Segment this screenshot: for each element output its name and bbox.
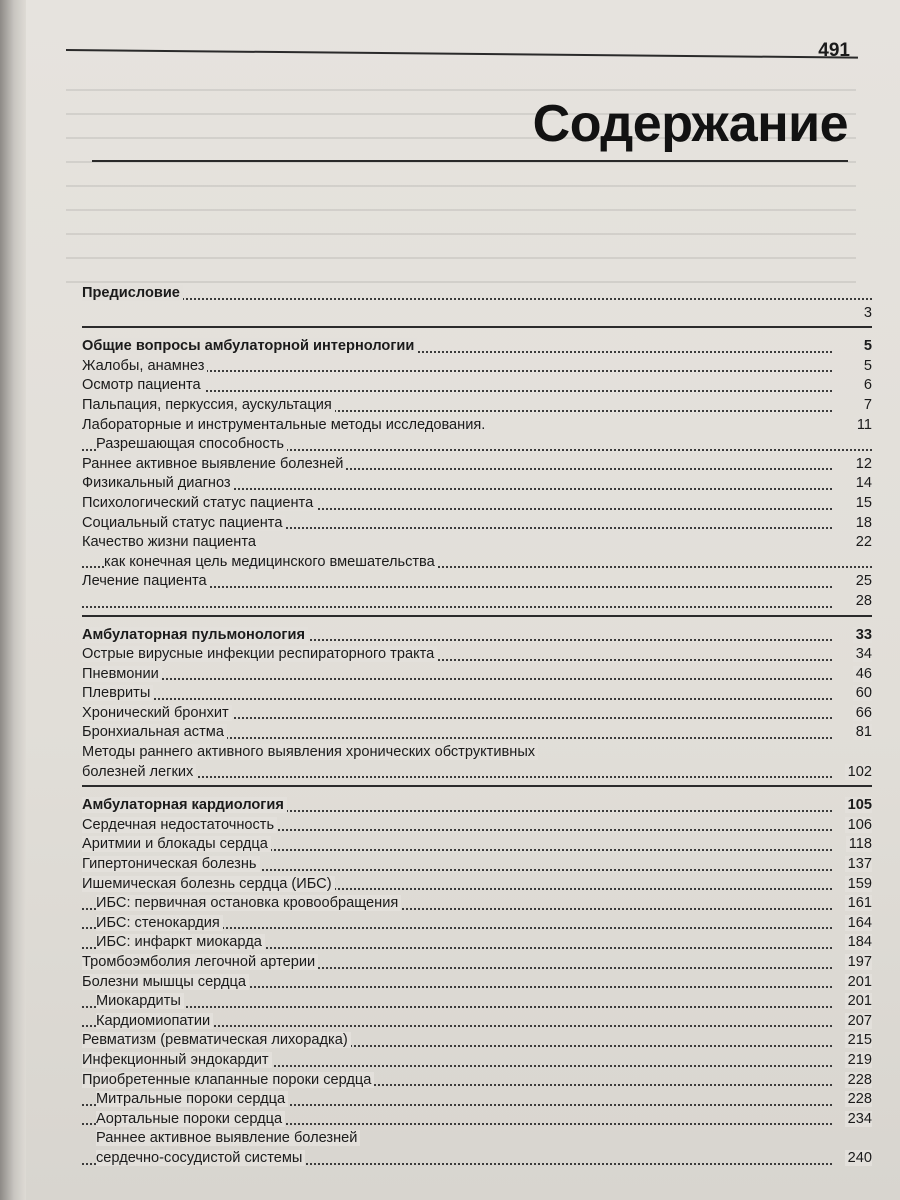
table-of-contents <box>82 284 872 1169</box>
toc-entry-page: 33 <box>853 626 872 646</box>
toc-entry-label: Ишемическая болезнь сердца (ИБС) <box>82 876 335 892</box>
toc-entry-page: 207 <box>845 1012 872 1032</box>
toc-entry <box>82 953 872 973</box>
toc-entry-label: Кардиомиопатии <box>82 1013 213 1029</box>
toc-entry-label: Социальный статус пациента <box>82 515 285 531</box>
toc-entry <box>82 1149 872 1169</box>
toc-entry-page: 28 <box>853 592 872 612</box>
toc-entry-label: Митральные пороки сердца <box>82 1091 288 1107</box>
toc-entry <box>82 494 872 514</box>
toc-entry-label: Предисловие <box>82 285 183 301</box>
section-divider <box>82 326 872 328</box>
toc-entry-page: 228 <box>845 1090 872 1110</box>
toc-entry <box>82 1071 872 1091</box>
toc-entry-label: Болезни мышцы сердца <box>82 974 249 990</box>
toc-entry <box>82 1090 872 1110</box>
toc-entry-label: Пневмонии <box>82 666 162 682</box>
section-divider <box>82 785 872 787</box>
toc-entry <box>82 992 872 1012</box>
toc-entry-page: 46 <box>853 665 872 685</box>
toc-entry-label: Ревматизм (ревматическая лихорадка) <box>82 1032 351 1048</box>
toc-entry <box>82 533 872 553</box>
toc-entry <box>82 855 872 875</box>
toc-entry-label: Амбулаторная кардиология <box>82 797 287 813</box>
toc-entry-page: 118 <box>846 835 872 855</box>
toc-entry-page: 105 <box>845 796 872 816</box>
toc-entry-label: болезней легких <box>82 764 196 780</box>
toc-entry <box>82 894 872 914</box>
toc-entry-page: 60 <box>853 684 872 704</box>
toc-entry-label: Лечение пациента <box>82 573 210 589</box>
toc-entry-page: 161 <box>845 894 872 914</box>
toc-entry-label: Бронхиальная астма <box>82 724 227 740</box>
toc-entry <box>82 357 872 377</box>
dot-leader <box>82 298 872 300</box>
toc-entry-label: Раннее активное выявление болезней <box>82 1130 360 1146</box>
toc-entry-label: Методы раннего активного выявления хронических обструктивных <box>82 744 538 760</box>
toc-entry <box>82 553 872 573</box>
toc-entry-page: 7 <box>861 396 872 416</box>
toc-section-heading <box>82 796 872 816</box>
toc-entry-page: 11 <box>854 416 872 436</box>
dot-leader <box>82 698 832 700</box>
toc-entry <box>82 875 872 895</box>
toc-section-heading <box>82 337 872 357</box>
toc-entry-page: 12 <box>853 455 872 475</box>
toc-entry-page: 219 <box>845 1051 872 1071</box>
toc-entry <box>82 572 872 592</box>
toc-entry <box>82 973 872 993</box>
toc-entry <box>82 933 872 953</box>
toc-entry-label: ИБС: стенокардия <box>82 915 223 931</box>
toc-entry-label: Острые вирусные инфекции респираторного тракта <box>82 646 437 662</box>
adjacent-page-edge <box>0 0 26 1200</box>
toc-entry-label: ИБС: инфаркт миокарда <box>82 934 265 950</box>
toc-entry-page: 201 <box>845 992 872 1012</box>
toc-entry <box>82 743 872 763</box>
toc-entry-label: Сердечная недостаточность <box>82 817 277 833</box>
toc-entry-page: 15 <box>853 494 872 514</box>
toc-entry-page: 197 <box>845 953 872 973</box>
toc-entry <box>82 645 872 665</box>
toc-entry-page: 22 <box>853 533 872 553</box>
toc-entry-page: 18 <box>853 514 872 534</box>
title-rule <box>92 160 848 162</box>
toc-entry-label: Аортальные пороки сердца <box>82 1111 285 1127</box>
toc-entry <box>82 763 872 783</box>
toc-entry-label: Хронический бронхит <box>82 705 232 721</box>
toc-entry <box>82 455 872 475</box>
toc-entry-page: 3 <box>861 304 872 324</box>
toc-entry <box>82 396 872 416</box>
dot-leader <box>82 1006 832 1008</box>
toc-entry-label: Инфекционный эндокардит <box>82 1052 272 1068</box>
toc-entry-label: сердечно-сосудистой системы <box>82 1150 305 1166</box>
toc-entry-label: Осмотр пациента <box>82 377 204 393</box>
toc-entry <box>82 914 872 934</box>
toc-entry <box>82 723 872 743</box>
toc-entry-page: 102 <box>845 763 872 783</box>
toc-section-heading <box>82 284 872 304</box>
toc-entry-page: 81 <box>853 723 872 743</box>
toc-entry-page: 164 <box>845 914 872 934</box>
toc-entry-page: 5 <box>861 337 872 357</box>
toc-entry-page: 14 <box>853 474 872 494</box>
toc-entry-label: Тромбоэмболия легочной артерии <box>82 954 318 970</box>
toc-entry-page: 34 <box>853 645 872 665</box>
toc-entry-page: 234 <box>845 1110 872 1130</box>
toc-entry-label: Общие вопросы амбулаторной интернологии <box>82 338 417 354</box>
toc-entry-label: Миокардиты <box>82 993 184 1009</box>
toc-entry <box>82 665 872 685</box>
toc-entry <box>82 1129 872 1149</box>
header-rule <box>66 49 858 59</box>
toc-entry-page: 6 <box>861 376 872 396</box>
toc-entry <box>82 304 872 324</box>
toc-entry-page: 184 <box>845 933 872 953</box>
toc-entry <box>82 435 872 455</box>
toc-entry <box>82 1031 872 1051</box>
toc-entry-page: 106 <box>845 816 872 836</box>
toc-entry-label: Разрешающая способность <box>82 436 287 452</box>
toc-entry <box>82 1051 872 1071</box>
toc-entry-label: Приобретенные клапанные пороки сердца <box>82 1072 374 1088</box>
toc-entry-label: Аритмии и блокады сердца <box>82 836 271 852</box>
toc-entry <box>82 684 872 704</box>
toc-entry-label: Жалобы, анамнез <box>82 358 207 374</box>
toc-entry-label: Физикальный диагноз <box>82 475 234 491</box>
dot-leader <box>82 678 832 680</box>
toc-entry-label: Психологический статус пациента <box>82 495 316 511</box>
toc-entry <box>82 835 872 855</box>
toc-entry-page: 66 <box>853 704 872 724</box>
toc-entry-label: Гипертоническая болезнь <box>82 856 260 872</box>
toc-entry <box>82 376 872 396</box>
toc-entry <box>82 1110 872 1130</box>
toc-entry <box>82 474 872 494</box>
toc-entry <box>82 1012 872 1032</box>
toc-entry-page: 5 <box>861 357 872 377</box>
toc-section-heading <box>82 626 872 646</box>
toc-entry-label: Плевриты <box>82 685 153 701</box>
toc-entry <box>82 592 872 612</box>
toc-entry-page: 215 <box>845 1031 872 1051</box>
toc-entry-page: 201 <box>845 973 872 993</box>
toc-entry-page: 240 <box>845 1149 872 1169</box>
section-divider <box>82 615 872 617</box>
page-number: 491 <box>818 40 850 61</box>
toc-entry <box>82 416 872 436</box>
toc-entry-page: 159 <box>845 875 872 895</box>
toc-entry-page: 137 <box>845 855 872 875</box>
toc-entry-label: Лабораторные и инструментальные методы исследования. <box>82 417 488 433</box>
toc-entry-label: Пальпация, перкуссия, аускультация <box>82 397 335 413</box>
toc-entry-label: Качество жизни пациента <box>82 534 259 550</box>
book-page <box>26 0 900 1200</box>
toc-entry-label: ИБС: первичная остановка кровообращения <box>82 895 401 911</box>
toc-entry <box>82 816 872 836</box>
page-title: Содержание <box>532 95 848 153</box>
toc-entry <box>82 704 872 724</box>
toc-entry-page: 228 <box>845 1071 872 1091</box>
toc-entry-label: как конечная цель медицинского вмешательства <box>82 554 438 570</box>
toc-entry <box>82 514 872 534</box>
toc-entry-label: Амбулаторная пульмонология <box>82 627 308 643</box>
toc-entry-label: Раннее активное выявление болезней <box>82 456 346 472</box>
dot-leader <box>82 606 832 608</box>
toc-entry-page: 25 <box>853 572 872 592</box>
